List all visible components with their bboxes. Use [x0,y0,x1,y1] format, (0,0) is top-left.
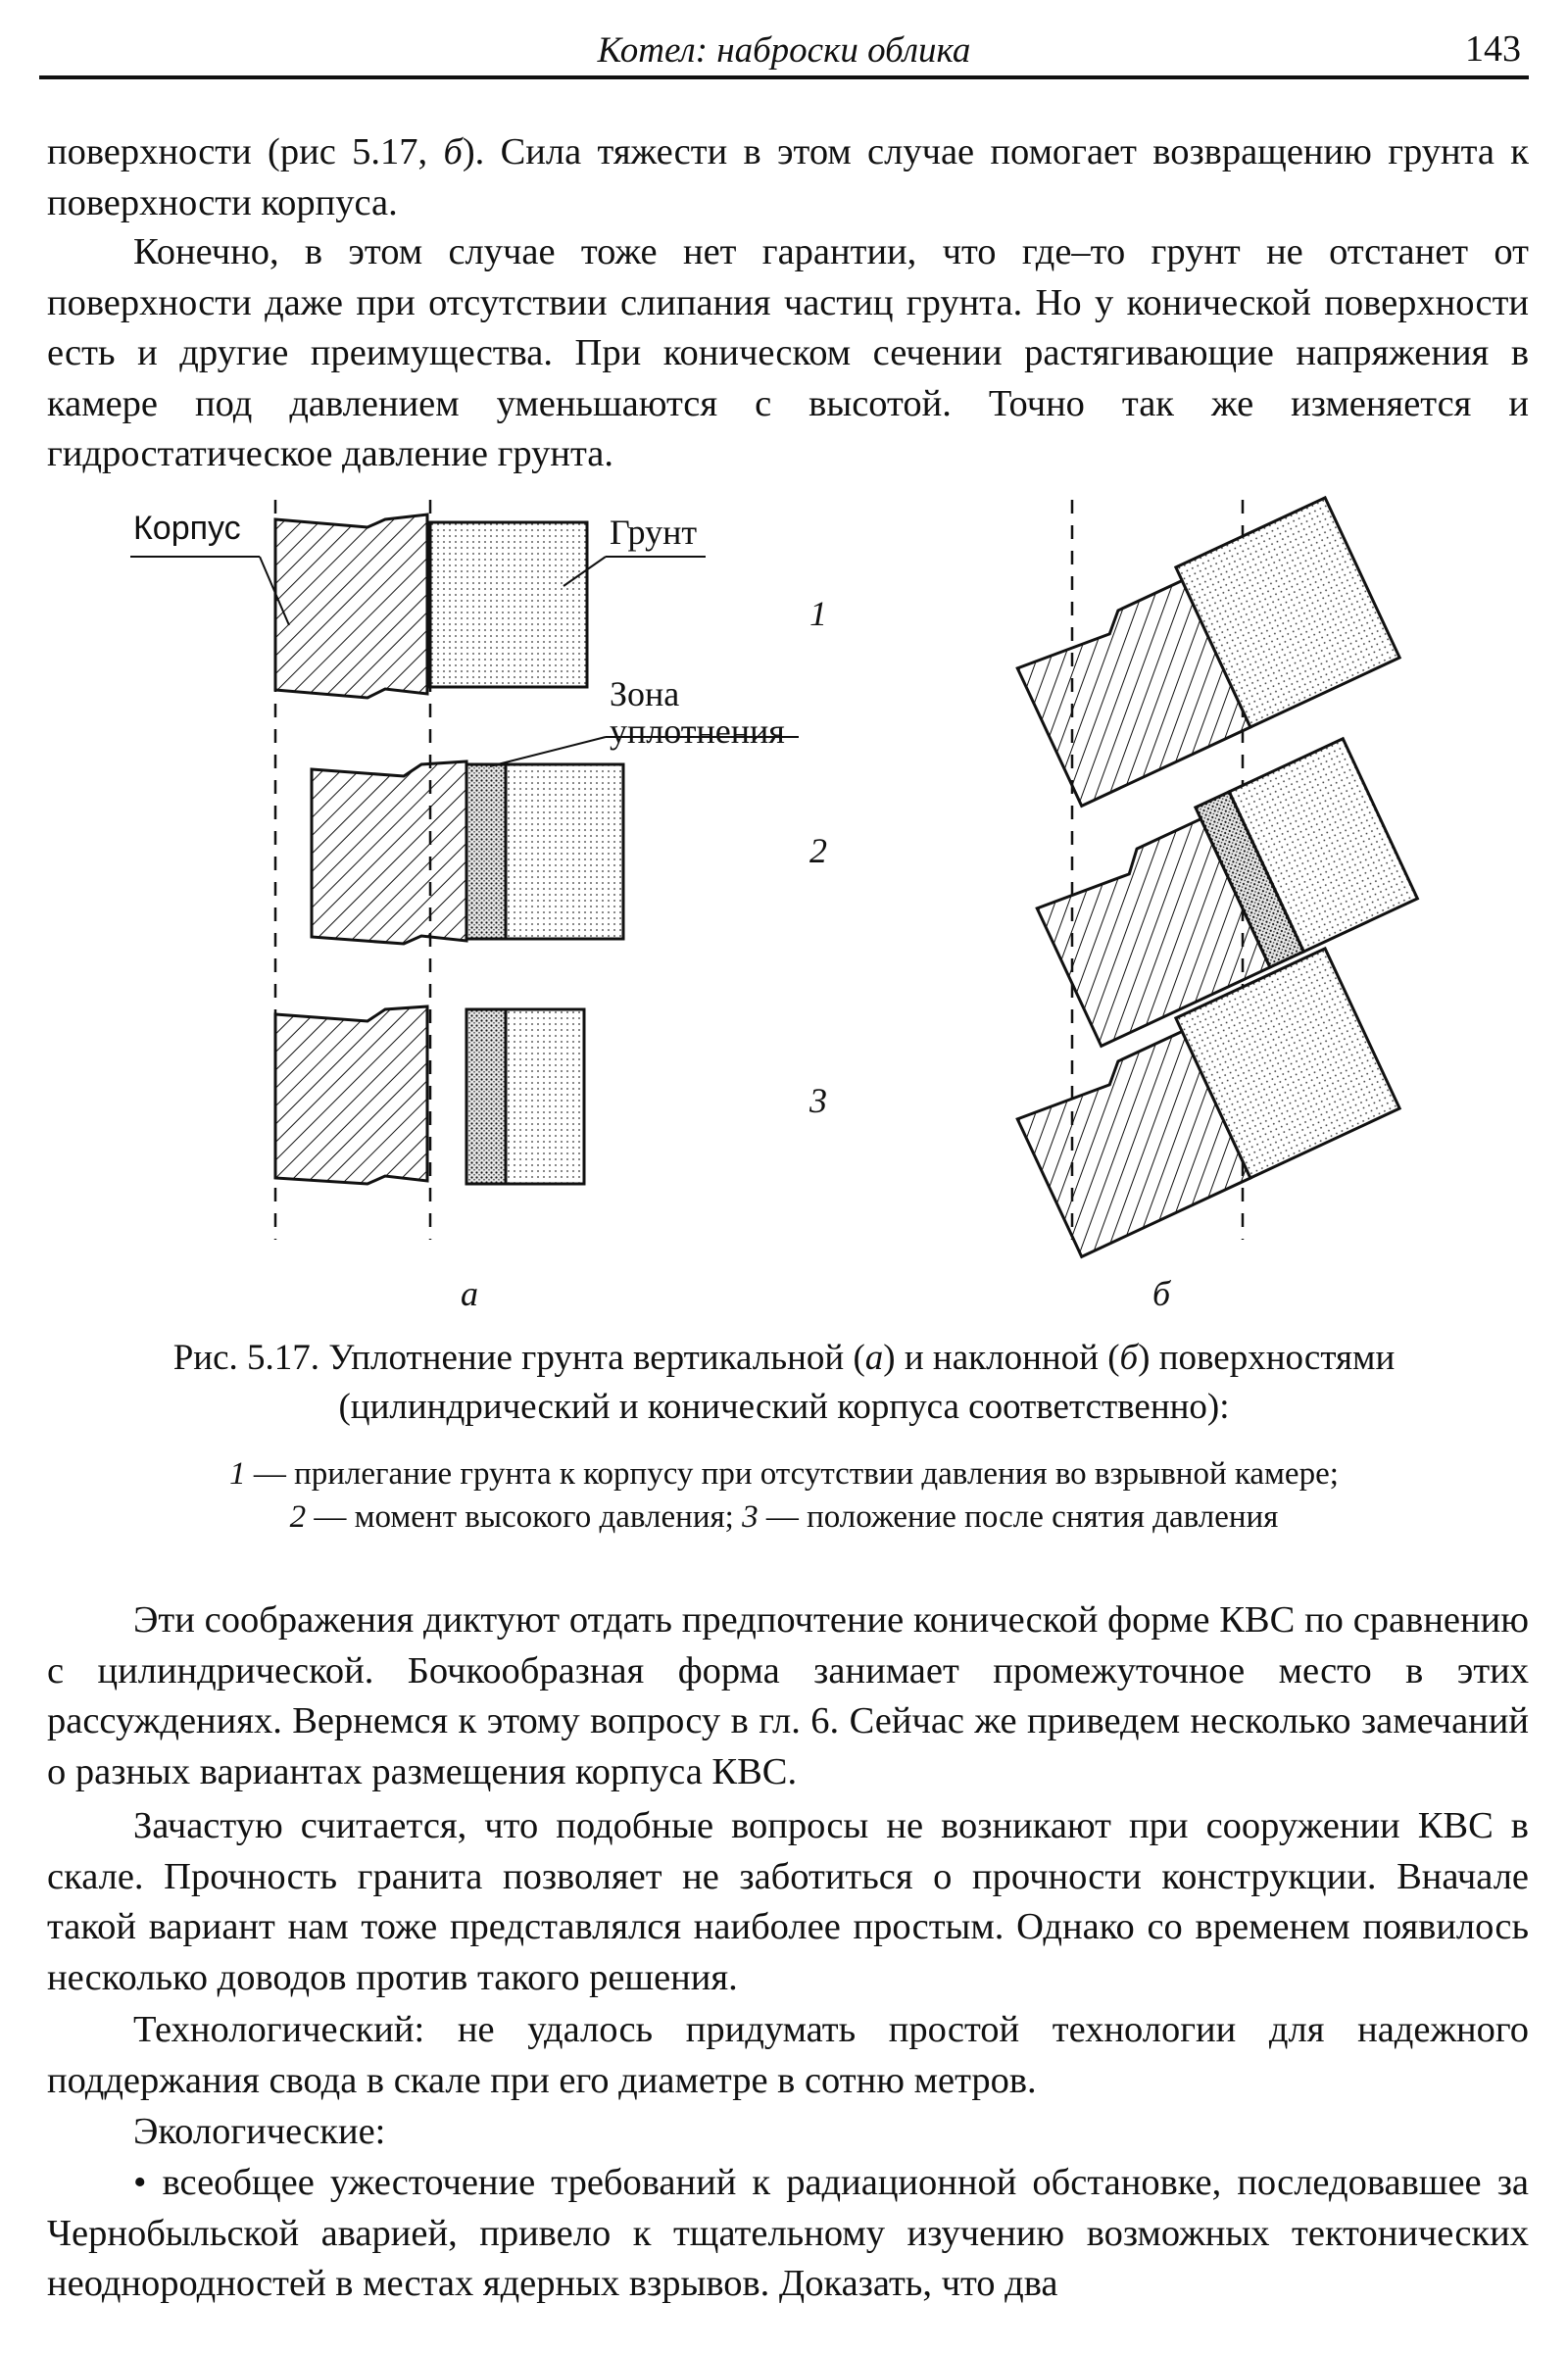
running-title: Котел: наброски облика [597,30,971,71]
panel-label-a: а [461,1274,478,1313]
row-label-3: 3 [809,1081,827,1120]
compaction-zone-a2 [466,764,506,939]
body-block-a1 [275,515,427,698]
legend-line-2 [98,1495,1470,1539]
paragraph-2: Конечно, в этом случае тоже нет гарантии, что где–то грунт не отстанет от поверхности даже при отсутствии слипания частиц грунта. Но у конической поверхности есть и другие преимущества. При коническом сечении растягивающие напряжения в камере под давлением уменьшаются с высотой. Точно так же изменяется и гидростатическое давление грунта. [47,231,1529,474]
leader-line-zone-pointer [490,737,606,766]
page-header [39,22,1529,79]
paragraph-5: Технологический: не удалось придумать простой технологии для надежного поддержания свода в скале при его диаметре в сотню метров. [47,2009,1529,2101]
page-number: 143 [1465,28,1521,70]
legend-num-3: 3 [742,1499,759,1535]
legend-line-1 [98,1452,1470,1495]
compaction-zone-a3 [466,1009,506,1184]
label-body: Корпус [133,510,241,547]
panel-label-b: б [1152,1274,1171,1313]
row-label-2: 2 [809,831,827,870]
label-zone-line-1: Зона [610,674,680,713]
p1-text-before: поверхности (рис 5.17, [47,131,444,172]
legend-text-2: — момент высокого давления; [306,1499,743,1535]
caption-line-2: (цилиндрический и конический корпуса соответственно): [338,1387,1230,1427]
paragraph-1 [47,127,1529,228]
body-block-a2 [312,761,466,944]
body-block-a3 [275,1006,427,1184]
bullet-paragraph: • всеобщее ужесточение требований к радиационной обстановке, последовавшее за Чернобыльской аварией, привело к тщательному изучению возможных тектонических неоднородностей в местах ядерных взрывов. Доказать, что два [47,2162,1529,2304]
label-zone-line-2: уплотнения [610,711,785,751]
paragraph-4: Зачастую считается, что подобные вопросы не возникают при сооружении КВС в скале. Прочность гранита позволяет не заботиться о прочности конструкции. Вначале такой вариант нам тоже представлялся наиболее простым. Однако со временем появилось несколько доводов против такого решения. [47,1805,1529,1998]
caption-text: Рис. 5.17. Уплотнение грунта вертикальной ( [172,1338,865,1378]
ground-block-a3 [506,1009,584,1184]
p1-figure-ref: б [443,131,463,172]
legend-text-1: — прилегание грунта к корпусу при отсутствии давления во взрывной камере; [245,1456,1339,1492]
paragraph-6: Экологические: [133,2111,386,2152]
caption-ref-b: б [1119,1338,1139,1378]
legend-text-3: — положение после снятия давления [758,1499,1279,1535]
label-ground: Грунт [610,513,698,552]
ground-block-a1 [430,522,587,687]
caption-ref-a: а [864,1338,884,1378]
paragraph-3: Эти соображения диктуют отдать предпочтение конической форме КВС по сравнению с цилиндрической. Бочкообразная форма занимает промежуточное место в этих рассуждениях. Вернемся к этому вопросу в гл. 6. Сейчас же приведем несколько замечаний о разных вариантах размещения корпуса КВС. [47,1599,1529,1792]
caption-line-1 [98,1335,1470,1382]
legend-num-1: 1 [229,1456,246,1492]
ground-block-a2 [506,764,623,939]
caption-text-after: ) поверхностями [1138,1338,1396,1378]
caption-text-mid: ) и наклонной ( [883,1338,1120,1378]
figure-5-17 [0,480,1568,1343]
legend-num-2: 2 [289,1499,307,1535]
row-label-1: 1 [809,594,827,633]
figure-drawing [0,480,1568,1343]
p1-text-after: ). Сила тяжести в этом случае помогает возвращению грунта к поверхности корпуса. [47,131,1529,223]
